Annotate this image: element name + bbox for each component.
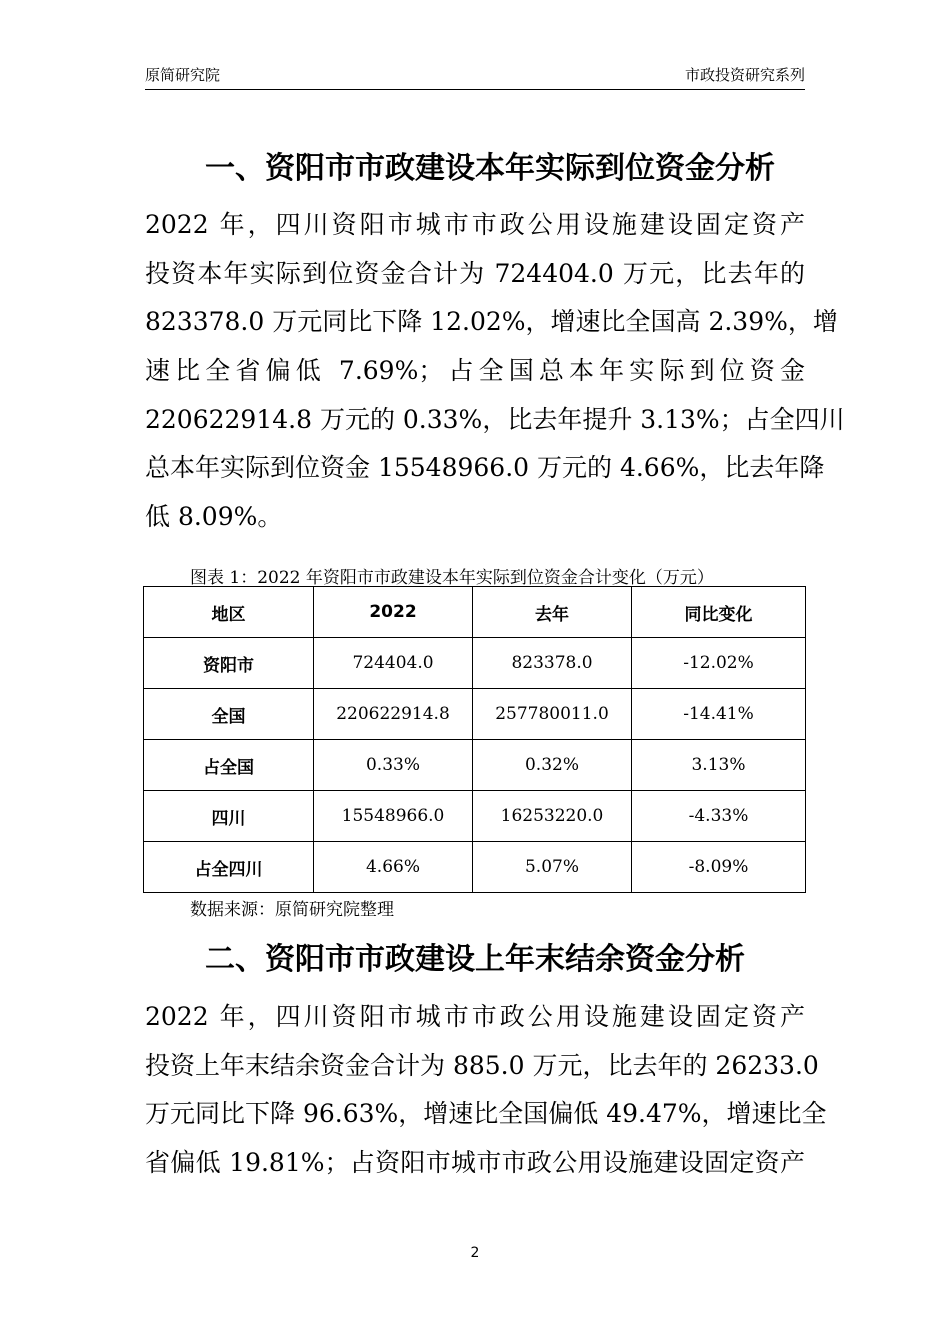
value-cell: 5.07%: [473, 842, 632, 893]
region-cell: 全国: [144, 689, 314, 740]
table-caption: 图表 1：2022 年资阳市市政建设本年实际到位资金合计变化（万元）: [190, 568, 714, 588]
paragraph-line: 投资本年实际到位资金合计为 724404.0 万元，比去年的: [145, 258, 805, 288]
column-header: 地区: [144, 587, 314, 638]
value-cell: -4.33%: [632, 791, 806, 842]
paragraph-line: 省偏低 19.81%；占资阳市城市市政公用设施建设固定资产: [145, 1148, 805, 1178]
table-source-note: 数据来源：原简研究院整理: [190, 900, 394, 920]
value-cell: 257780011.0: [473, 689, 632, 740]
paragraph-line: 总本年实际到位资金 15548966.0 万元的 4.66%，比去年降: [145, 453, 825, 483]
value-cell: 823378.0: [473, 638, 632, 689]
region-cell: 占全四川: [144, 842, 314, 893]
section-1-paragraph: [145, 201, 845, 542]
table-header-row: [144, 587, 806, 638]
table-row: [144, 689, 806, 740]
value-cell: 724404.0: [314, 638, 473, 689]
region-cell: 占全国: [144, 740, 314, 791]
header-divider: [145, 89, 805, 90]
paragraph-line: 万元同比下降 96.63%，增速比全国偏低 49.47%，增速比全: [145, 1099, 827, 1129]
region-cell: 四川: [144, 791, 314, 842]
value-cell: -12.02%: [632, 638, 806, 689]
column-header: 去年: [473, 587, 632, 638]
value-cell: -14.41%: [632, 689, 806, 740]
section-2-paragraph: [145, 993, 827, 1188]
paragraph-line: 2022 年，四川资阳市城市市政公用设施建设固定资产: [145, 1002, 805, 1031]
value-cell: 0.33%: [314, 740, 473, 791]
value-cell: 16253220.0: [473, 791, 632, 842]
table-row: [144, 842, 806, 893]
section-2-title: 二、资阳市市政建设上年末结余资金分析: [205, 942, 745, 977]
value-cell: 4.66%: [314, 842, 473, 893]
header-org-name: 原简研究院: [145, 66, 221, 84]
table-row: [144, 791, 806, 842]
value-cell: 15548966.0: [314, 791, 473, 842]
paragraph-line: 低 8.09%。: [145, 502, 283, 532]
value-cell: 220622914.8: [314, 689, 473, 740]
paragraph-line: 823378.0 万元同比下降 12.02%，增速比全国高 2.39%，增: [145, 307, 838, 337]
value-cell: -8.09%: [632, 842, 806, 893]
table-row: [144, 638, 806, 689]
paragraph-line: 220622914.8 万元的 0.33%，比去年提升 3.13%；占全四川: [145, 404, 845, 434]
column-header: 同比变化: [632, 587, 806, 638]
value-cell: 0.32%: [473, 740, 632, 791]
paragraph-line: 投资上年末结余资金合计为 885.0 万元，比去年的 26233.0: [145, 1050, 819, 1080]
table-row: [144, 740, 806, 791]
funding-table: [143, 586, 806, 893]
page-number: 2: [470, 1245, 480, 1261]
region-cell: 资阳市: [144, 638, 314, 689]
header-series-name: 市政投资研究系列: [684, 66, 805, 84]
column-header: 2022: [314, 587, 473, 638]
paragraph-line: 速比全省偏低 7.69%；占全国总本年实际到位资金: [145, 356, 805, 386]
paragraph-line: 2022 年，四川资阳市城市市政公用设施建设固定资产: [145, 210, 805, 239]
value-cell: 3.13%: [632, 740, 806, 791]
section-1-title: 一、资阳市市政建设本年实际到位资金分析: [205, 151, 775, 186]
